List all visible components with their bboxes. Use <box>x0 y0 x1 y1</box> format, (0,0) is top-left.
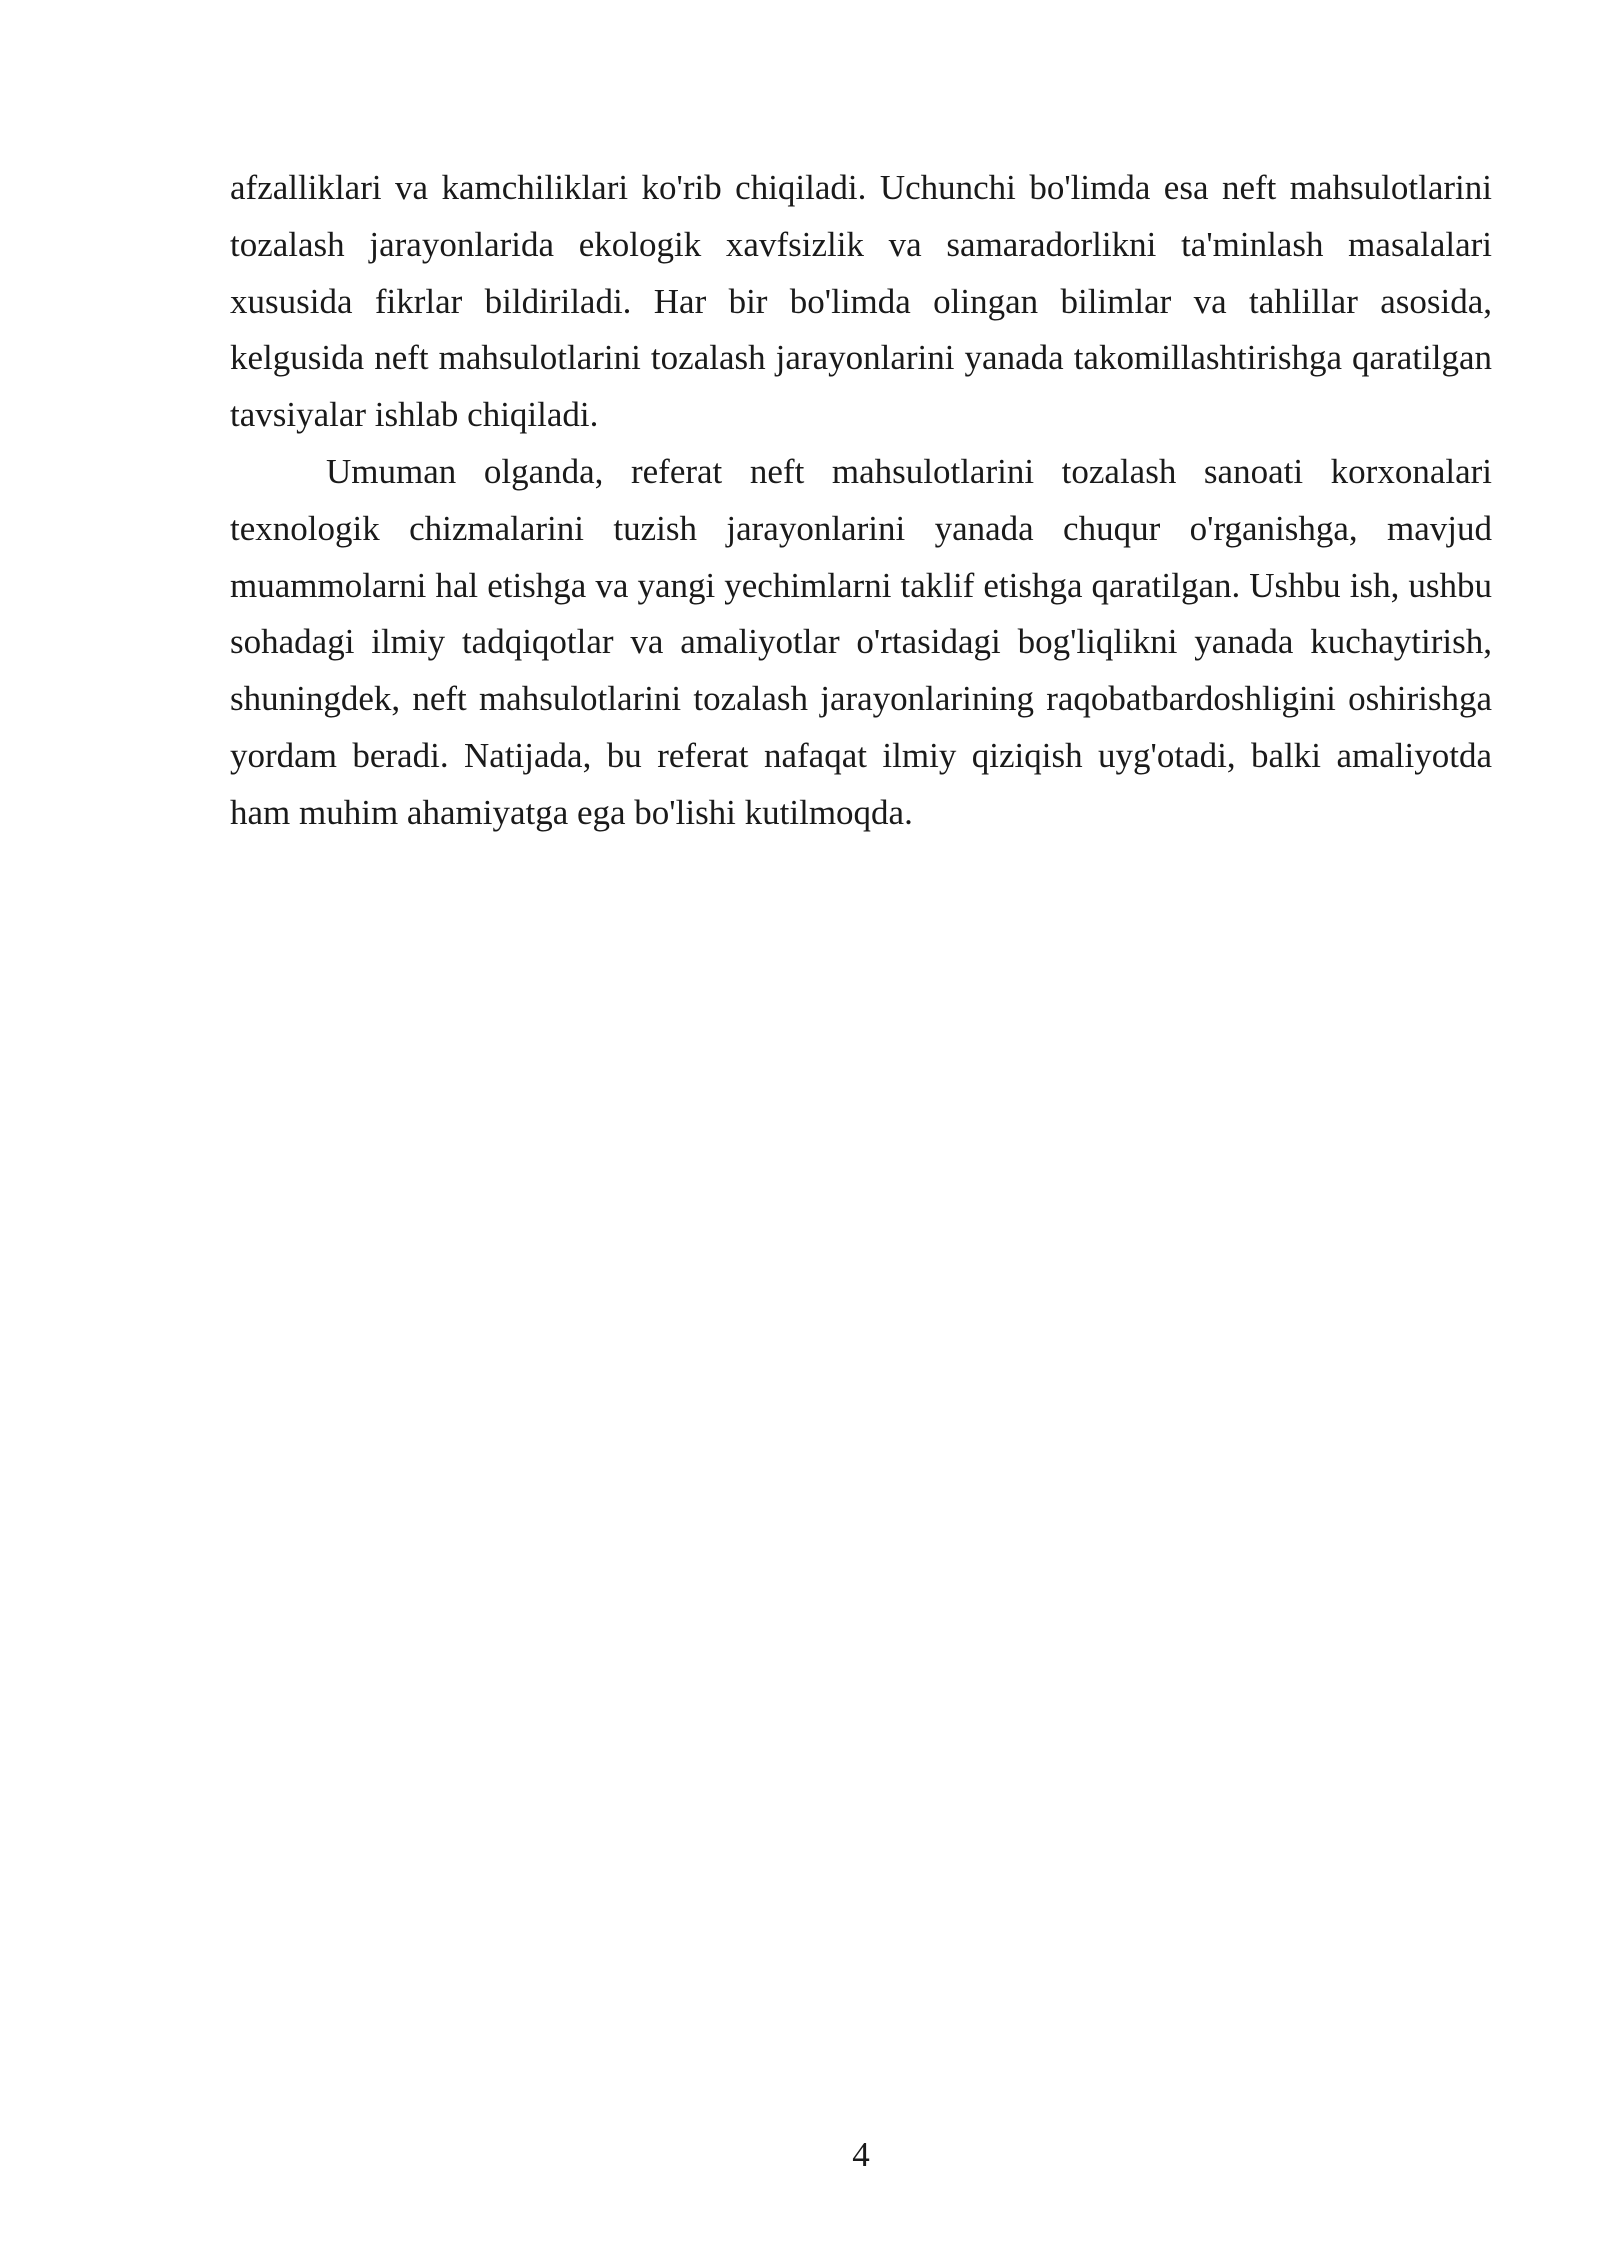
paragraph-conclusion: Umuman olganda, referat neft mahsulotlarini tozalash sanoati korxonalari texnologik chizmalarini tuzish jarayonlarini yanada chuqur o'rganishga, mavjud muammolarni hal etishga va yangi yechimlarni taklif etishga qaratilgan. Ushbu ish, ushbu sohadagi ilmiy tadqiqotlar va amaliyotlar o'rtasidagi bog'liqlikni yanada kuchaytirish, shuningdek, neft mahsulotlarini tozalash jarayonlarining raqobatbardoshligini oshirishga yordam beradi. Natijada, bu referat nafaqat ilmiy qiziqish uyg'otadi, balki amaliyotda ham muhim ahamiyatga ega bo'lishi kutilmoqda. <box>230 451 1492 832</box>
page-number: 4 <box>852 2135 870 2174</box>
document-body <box>230 160 1492 842</box>
paragraph-continuation: afzalliklari va kamchiliklari ko'rib chiqiladi. Uchunchi bo'limda esa neft mahsulotlarini tozalash jarayonlarida ekologik xavfsizlik va samaradorlikni ta'minlash masalalari xususida fikrlar bildiriladi. Har bir bo'limda olingan bilimlar va tahlillar asosida, kelgusida neft mahsulotlarini tozalash jarayonlarini yanada takomillashtirishga qaratilgan tavsiyalar ishlab chiqiladi. <box>230 168 1492 435</box>
